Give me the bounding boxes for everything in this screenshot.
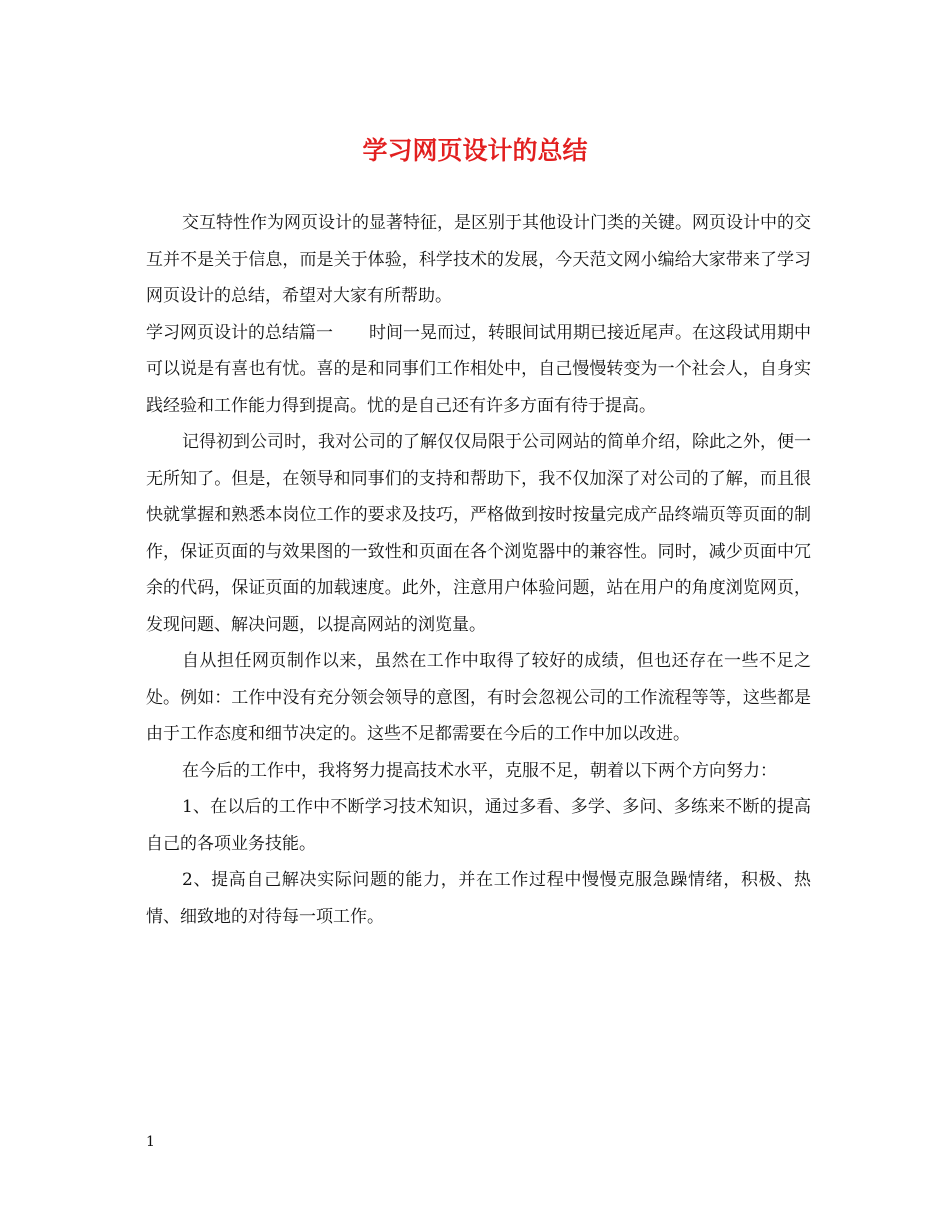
document-body (146, 205, 811, 935)
page-title: 学习网页设计的总结 (362, 136, 588, 165)
section-paragraph (146, 315, 811, 425)
list-item-2: 2、提高自己解决实际问题的能力，并在工作过程中慢慢克服急躁情绪，积极、热情、细致地的对待每一项工作。 (146, 870, 811, 927)
intro-paragraph: 交互特性作为网页设计的显著特征，是区别于其他设计门类的关键。网页设计中的交互并不是关于信息，而是关于体验，科学技术的发展，今天范文网小编给大家带来了学习网页设计的总结，希望对大家有所帮助。 (146, 213, 811, 306)
section-text: 时间一晃而过，转眼间试用期已接近尾声。在这段试用期中可以说是有喜也有忧。喜的是和同事们工作相处中，自己慢慢转变为一个社会人，自身实践经验和工作能力得到提高。忧的是自己还有许多方面有待于提高。 (146, 322, 811, 416)
paragraph-2: 记得初到公司时，我对公司的了解仅仅局限于公司网站的简单介绍，除此之外，便一无所知了。但是，在领导和同事们的支持和帮助下，我不仅加深了对公司的了解，而且很快就掌握和熟悉本岗位工作的要求及技巧，严格做到按时按量完成产品终端页等页面的制作，保证页面的与效果图的一致性和页面在各个浏览器中的兼容性。同时，减少页面中冗余的代码，保证页面的加载速度。此外，注意用户体验问题，站在用户的角度浏览网页，发现问题、解决问题，以提高网站的浏览量。 (146, 432, 811, 635)
list-item-1: 1、在以后的工作中不断学习技术知识，通过多看、多学、多问、多练来不断的提高自己的各项业务技能。 (146, 797, 811, 854)
paragraph-3: 自从担任网页制作以来，虽然在工作中取得了较好的成绩，但也还存在一些不足之处。例如：工作中没有充分领会领导的意图，有时会忽视公司的工作流程等等，这些都是由于工作态度和细节决定的。这些不足都需要在今后的工作中加以改进。 (146, 651, 811, 744)
paragraph-4: 在今后的工作中，我将努力提高技术水平，克服不足，朝着以下两个方向努力： (182, 760, 777, 781)
section-heading: 学习网页设计的总结篇一 (146, 322, 333, 343)
page-number: 1 (146, 1134, 155, 1150)
